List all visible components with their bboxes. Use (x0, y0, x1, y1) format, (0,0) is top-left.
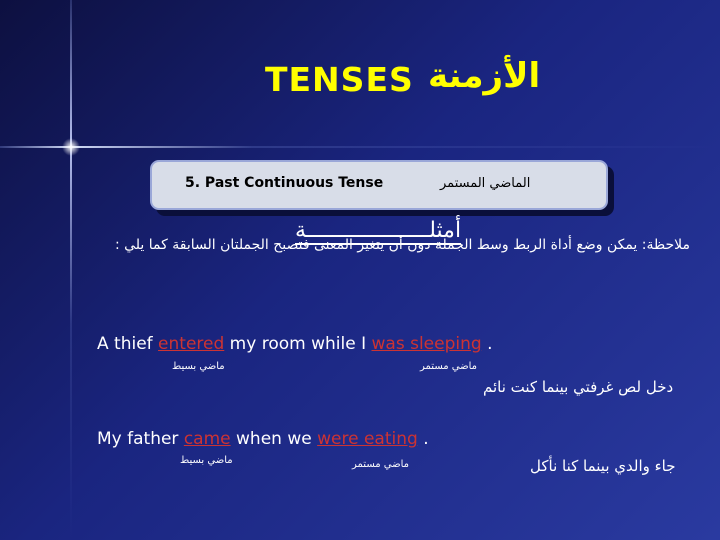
example-2-sentence (97, 429, 429, 449)
example-2-translation: جاء والدي بينما كنا نأكل (530, 457, 676, 475)
sparkle-icon (62, 138, 80, 156)
example-1-translation: دخل لص غرفتي بينما كنت نائم (483, 378, 674, 396)
decorative-horizontal-line (0, 146, 720, 148)
example-2-verb-continuous: were eating (317, 429, 418, 449)
example-1-verb-simple: entered (158, 334, 225, 354)
title-english: TENSES (265, 60, 414, 99)
example-2-part2: when we (230, 429, 318, 449)
example-2-verb-simple: came (183, 429, 231, 449)
example-2-part1: My father (97, 429, 184, 449)
examples-heading: أمثلـــــــــــــــــــة (295, 218, 462, 243)
example-1-sentence (97, 334, 492, 354)
example-2-label-simple: ماضي بسيط (180, 455, 233, 466)
example-1-part2: my room while I (224, 334, 372, 354)
note-text: ملاحظة: يمكن وضع أداة الربط وسط الجملة دون أن يتغير المعنى فتصبح الجملتان السابقة كما يلي : (114, 237, 690, 253)
example-1-part3: . (481, 334, 493, 354)
decorative-vertical-line (70, 0, 72, 540)
example-2-part3: . (417, 429, 429, 449)
heading-box-english: 5. Past Continuous Tense (185, 175, 384, 191)
example-1-verb-continuous: was sleeping (371, 334, 482, 354)
example-1-label-simple: ماضي بسيط (172, 361, 225, 372)
title-arabic: الأزمنة (428, 56, 541, 96)
example-1-part1: A thief (97, 334, 159, 354)
example-2-label-continuous: ماضي مستمر (352, 459, 410, 470)
example-1-label-continuous: ماضي مستمر (420, 361, 478, 372)
heading-box-arabic: الماضي المستمر (440, 176, 531, 191)
